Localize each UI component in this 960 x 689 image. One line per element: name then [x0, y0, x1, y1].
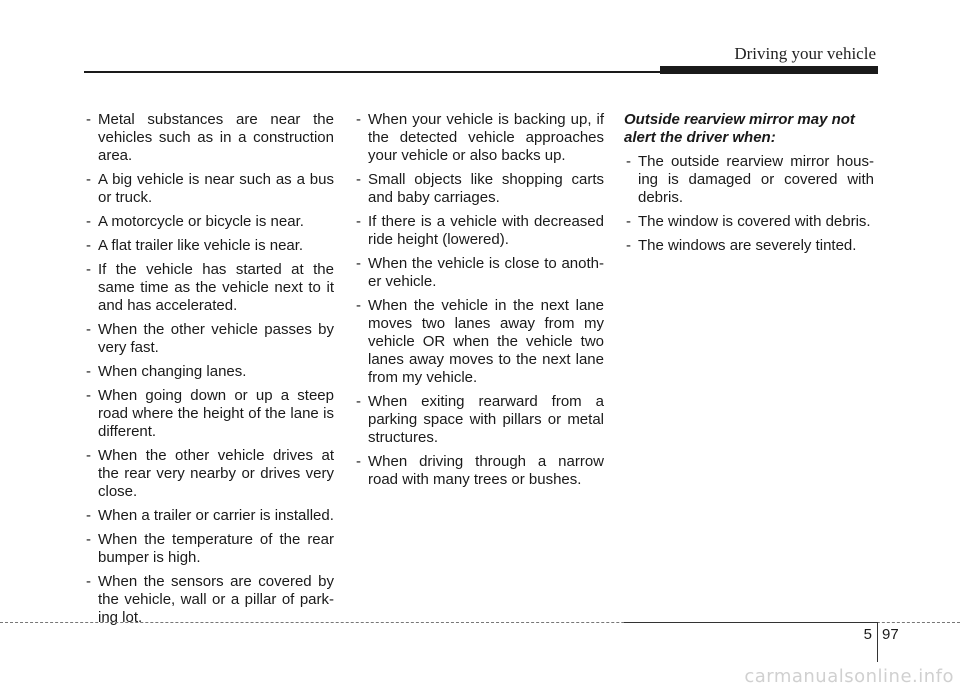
page-number-divider — [877, 622, 878, 662]
list-item: - When driving through a narrow road with many trees or bushes. — [354, 453, 604, 489]
list-item: - When the vehicle is close to anoth-er vehicle. — [354, 255, 604, 291]
list-item: - If the vehicle has started at the same time as the vehicle next to it and has accelerated. — [84, 261, 334, 315]
list-item: - When the sensors are covered by the vehicle, wall or a pillar of park-ing lot. — [84, 573, 334, 627]
list-item: - A big vehicle is near such as a bus or truck. — [84, 171, 334, 207]
list-item: - When exiting rearward from a parking space with pillars or metal structures. — [354, 393, 604, 447]
bullet-list-left — [84, 111, 334, 627]
list-item: - When a trailer or carrier is installed. — [84, 507, 334, 525]
bullet-list-middle — [354, 111, 604, 489]
list-item: - When the temperature of the rear bumper is high. — [84, 531, 334, 567]
column-left — [84, 111, 334, 633]
list-item: - The outside rearview mirror hous-ing is damaged or covered with debris. — [624, 153, 874, 207]
list-item: - When your vehicle is backing up, if the detected vehicle approaches your vehicle or also backs up. — [354, 111, 604, 165]
page-header-title: Driving your vehicle — [734, 44, 876, 63]
page-number: 97 — [882, 626, 899, 643]
list-item: - When going down or up a steep road where the height of the lane is different. — [84, 387, 334, 441]
header-rule-thin — [84, 71, 664, 73]
column-right — [624, 111, 874, 261]
list-item: - A motorcycle or bicycle is near. — [84, 213, 334, 231]
list-item: - The windows are severely tinted. — [624, 237, 874, 255]
list-item: - When the other vehicle drives at the rear very nearby or drives very close. — [84, 447, 334, 501]
list-item: - Metal substances are near the vehicles such as in a construction area. — [84, 111, 334, 165]
list-item: - Small objects like shopping carts and baby carriages. — [354, 171, 604, 207]
header-rule-thick — [660, 66, 878, 74]
section-subheading: Outside rearview mirror may not alert the driver when: — [624, 111, 855, 146]
list-item: - If there is a vehicle with decreased ride height (lowered). — [354, 213, 604, 249]
list-item: - A flat trailer like vehicle is near. — [84, 237, 334, 255]
list-item: - When changing lanes. — [84, 363, 334, 381]
watermark-text: carmanualsonline.info — [744, 666, 954, 687]
list-item: - When the vehicle in the next lane moves two lanes away from my vehicle OR when the vehicle two lanes away moves to the next lane from my vehicle. — [354, 297, 604, 387]
column-middle — [354, 111, 604, 495]
footer-solid-rule — [624, 622, 878, 623]
section-number: 5 — [863, 626, 872, 643]
bullet-list-right — [624, 153, 874, 255]
list-item: - When the other vehicle passes by very fast. — [84, 321, 334, 357]
list-item: - The window is covered with debris. — [624, 213, 874, 231]
